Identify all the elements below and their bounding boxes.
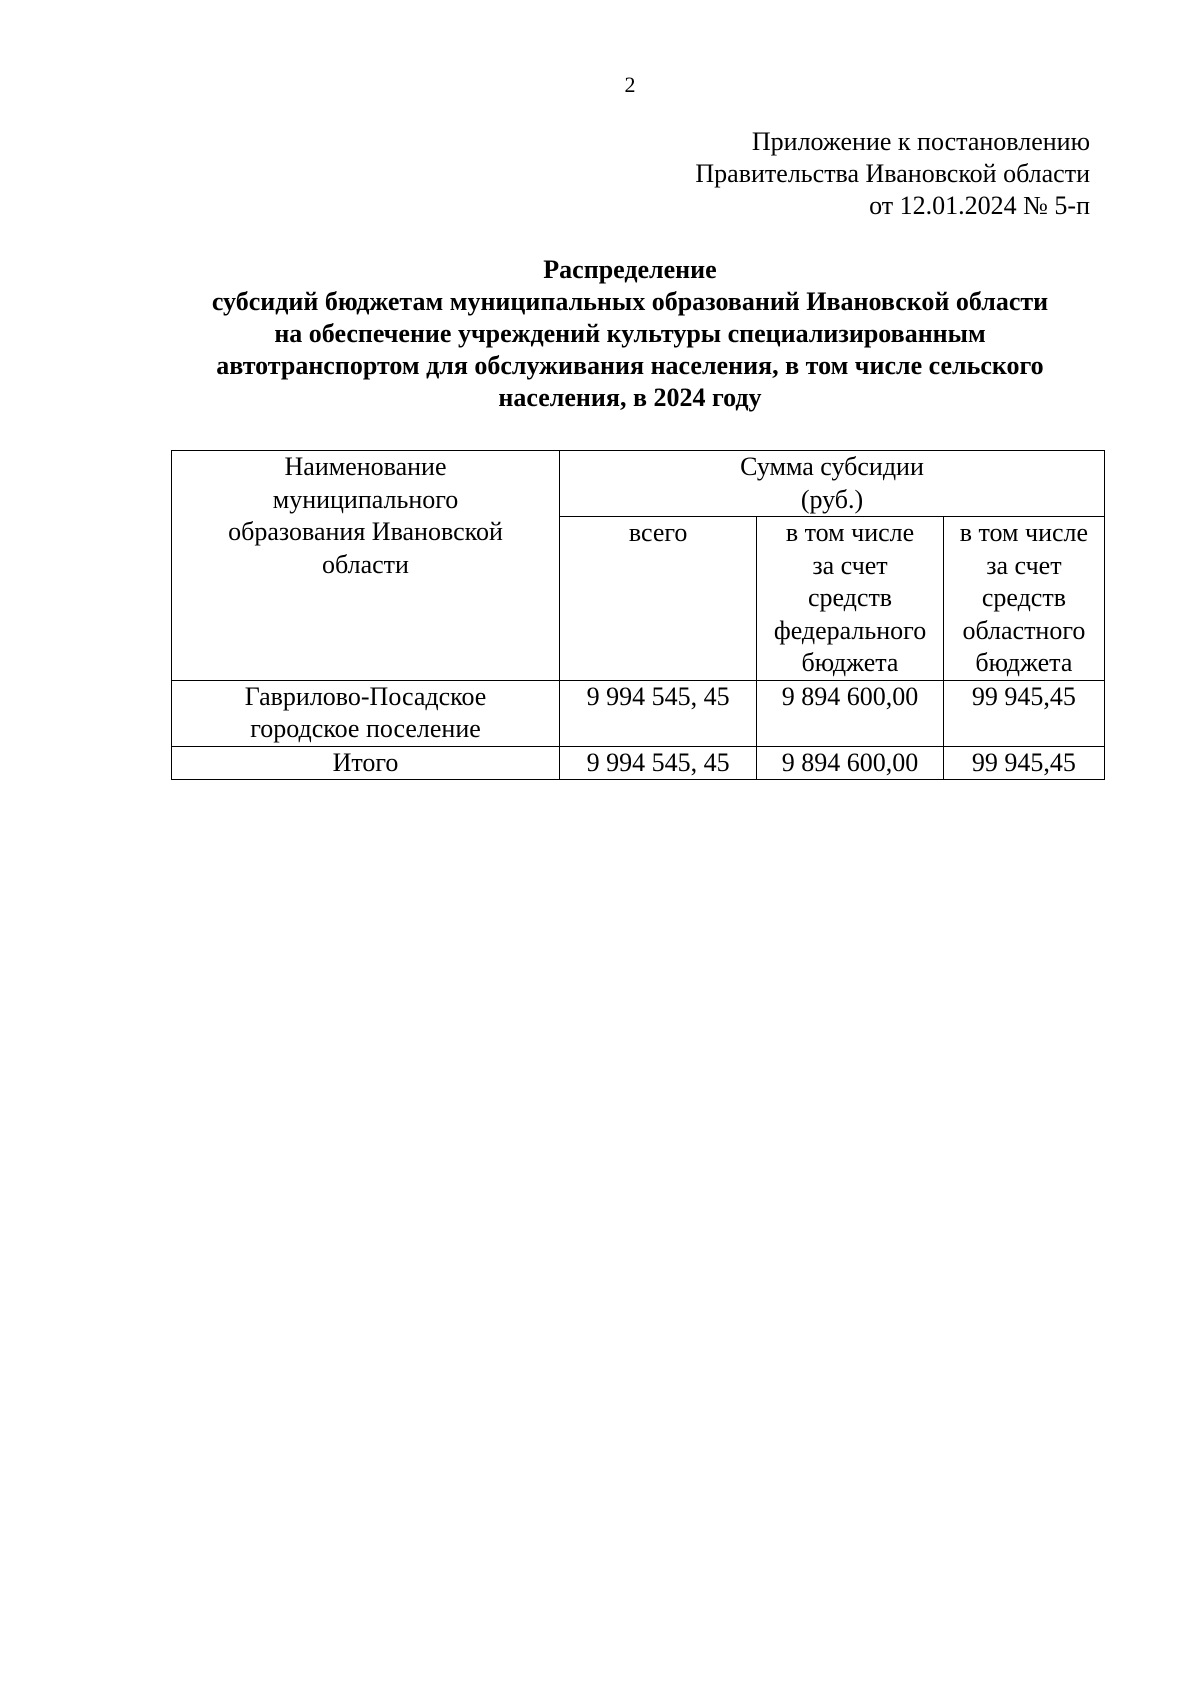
document-title [160,254,1100,414]
title-line: Распределение [543,255,717,284]
header-text: Сумма субсидии [740,452,924,481]
title-line: на обеспечение учреждений культуры специализированным [274,319,986,348]
header-regional [943,517,1104,681]
cell-text: Итого [332,747,399,777]
header-text: средств [981,583,1066,612]
header-text: в том числе [785,518,915,547]
title-line: населения, в 2024 году [498,383,762,412]
header-text: области [322,549,409,579]
header-federal [757,517,944,681]
appendix-line: от 12.01.2024 № 5-п [869,191,1090,220]
header-subsidy-amount [560,451,1105,517]
total-amount: 9 994 545, 45 [560,680,757,746]
header-text: образования Ивановской [228,517,503,546]
header-text: за счет [812,550,888,580]
table-total-row [172,746,1105,780]
title-line: автотранспортом для обслуживания населения, в том числе сельского [216,351,1044,380]
regional-amount: 99 945,45 [943,746,1104,780]
federal-amount: 9 894 600,00 [757,680,944,746]
municipality-name [172,746,560,780]
title-line: субсидий бюджетам муниципальных образований Ивановской области [211,287,1049,316]
header-total [560,517,757,681]
header-text: муниципального [272,484,459,514]
header-municipality-name [172,451,560,681]
regional-amount: 99 945,45 [943,680,1104,746]
appendix-line: Правительства Ивановской области [695,159,1090,188]
header-text: всего [628,518,688,547]
table-header-row [172,451,1105,517]
header-text: бюджета [975,648,1073,677]
municipality-name [172,680,560,746]
header-text: (руб.) [800,484,864,514]
header-text: Наименование [284,452,447,481]
subsidy-table [171,450,1105,780]
header-text: областного [962,615,1086,645]
header-text: средств [807,583,893,612]
cell-text: Гаврилово-Посадское [244,681,487,711]
header-text: в том числе [959,518,1089,547]
page-number: 2 [624,72,636,97]
federal-amount: 9 894 600,00 [757,746,944,780]
header-text: бюджета [801,648,899,677]
appendix-reference [695,126,1090,222]
header-text: за счет [986,550,1062,580]
header-text: федерального [773,615,927,645]
cell-text: городское поселение [250,714,481,743]
total-amount: 9 994 545, 45 [560,746,757,780]
appendix-line: Приложение к постановлению [751,127,1090,156]
table-row [172,680,1105,746]
